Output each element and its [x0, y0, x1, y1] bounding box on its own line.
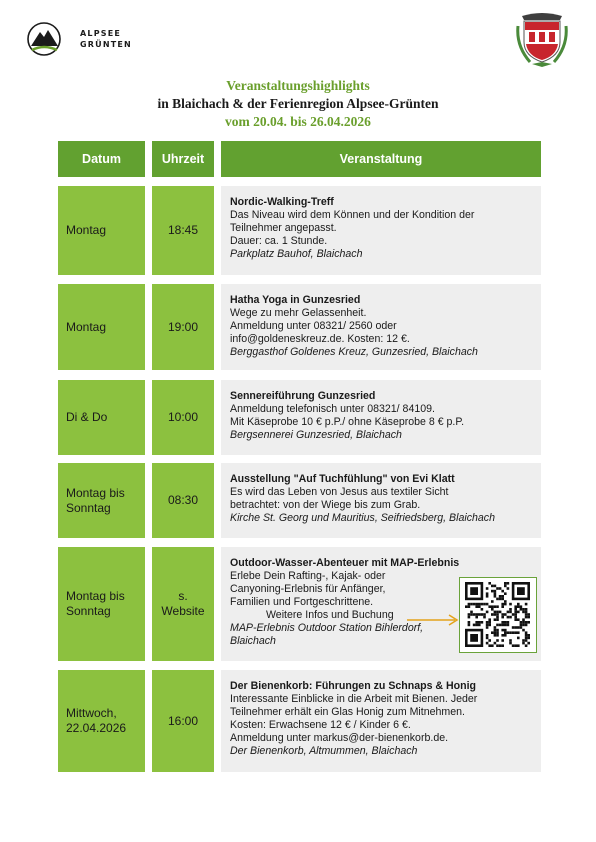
event-text: Erlebe Dein Rafting-, Kajak- oder [230, 570, 386, 582]
event-text: Es wird das Leben von Jesus aus textiler Sicht [230, 486, 449, 498]
coat-of-arms-icon [516, 12, 568, 68]
row-4-event [221, 463, 541, 538]
event-text: Teilnehmer erhält ein Glas Honig zum Mitnehmen. [230, 706, 465, 718]
qr-code-icon[interactable] [459, 577, 537, 653]
row-2-event [221, 284, 541, 370]
more-info-link[interactable]: Weitere Infos und Buchung [266, 609, 394, 621]
event-location: Kirche St. Georg und Mauritius, Seifriedsberg, Blaichach [230, 512, 495, 524]
event-text: Familien und Fortgeschrittene. [230, 596, 374, 608]
event-location: Berggasthof Goldenes Kreuz, Gunzesried, Blaichach [230, 346, 478, 358]
event-text: Anmeldung unter 08321/ 2560 oder [230, 320, 397, 332]
row-3-date: Di & Do [58, 380, 145, 455]
event-text: betrachtet: von der Wiege bis zum Grab. [230, 499, 421, 511]
row-6-time: 16:00 [152, 670, 214, 772]
page-titles [0, 77, 596, 131]
row-4-time: 08:30 [152, 463, 214, 538]
arrow-right-icon [405, 607, 461, 627]
event-text: info@goldeneskreuz.de. Kosten: 12 €. [230, 333, 410, 345]
row-3-event [221, 380, 541, 455]
header-date: Datum [58, 141, 145, 177]
row-1-time: 18:45 [152, 186, 214, 275]
event-location: Der Bienenkorb, Altmummen, Blaichach [230, 745, 418, 757]
event-text: Interessante Einblicke in die Arbeit mit Bienen. Jeder [230, 693, 478, 705]
event-title: Ausstellung "Auf Tuchfühlung" von Evi Klatt [230, 473, 455, 485]
title-line-2: in Blaichach & der Ferienregion Alpsee-Grünten [157, 96, 439, 111]
event-text: Anmeldung telefonisch unter 08321/ 84109. [230, 403, 435, 415]
row-6-event [221, 670, 541, 772]
event-title: Der Bienenkorb: Führungen zu Schnaps & Honig [230, 680, 477, 692]
event-location: Blaichach [230, 635, 276, 647]
event-text: Wege zu mehr Gelassenheit. [230, 307, 367, 319]
mountain-logo-icon [26, 20, 66, 60]
event-text: Mit Käseprobe 10 € p.P./ ohne Käseprobe 8 € p.P. [230, 416, 465, 428]
event-text: Kosten: Erwachsene 12 € / Kinder 6 €. [230, 719, 411, 731]
brand-logo [26, 20, 146, 60]
event-title: Outdoor-Wasser-Abenteuer mit MAP-Erlebnis [230, 557, 460, 569]
row-4-date: Montag bis Sonntag [58, 463, 145, 538]
row-2-date: Montag [58, 284, 145, 370]
row-5-time: s. Website [152, 547, 214, 661]
event-text: Teilnehmer angepasst. [230, 222, 337, 234]
title-line-3: vom 20.04. bis 26.04.2026 [225, 114, 371, 129]
event-location: MAP-Erlebnis Outdoor Station Bihlerdorf, [230, 622, 424, 634]
row-3-time: 10:00 [152, 380, 214, 455]
row-1-date: Montag [58, 186, 145, 275]
event-title: Sennereiführung Gunzesried [230, 390, 376, 402]
event-location: Bergsennerei Gunzesried, Blaichach [230, 429, 402, 441]
header-event: Veranstaltung [221, 141, 541, 177]
row-2-time: 19:00 [152, 284, 214, 370]
brand-name: ALPSEE GRÜNTEN [80, 29, 132, 49]
event-text: Anmeldung unter markus@der-bienenkorb.de. [230, 732, 449, 744]
title-line-1: Veranstaltungshighlights [226, 78, 370, 93]
event-location: Parkplatz Bauhof, Blaichach [230, 248, 363, 260]
event-text: Das Niveau wird dem Können und der Kondition der [230, 209, 475, 221]
event-title: Nordic-Walking-Treff [230, 196, 334, 208]
row-1-event [221, 186, 541, 275]
row-5-date: Montag bis Sonntag [58, 547, 145, 661]
event-text: Dauer: ca. 1 Stunde. [230, 235, 328, 247]
row-6-date: Mittwoch, 22.04.2026 [58, 670, 145, 772]
event-title: Hatha Yoga in Gunzesried [230, 294, 361, 306]
event-text: Canyoning-Erlebnis für Anfänger, [230, 583, 386, 595]
header-time: Uhrzeit [152, 141, 214, 177]
